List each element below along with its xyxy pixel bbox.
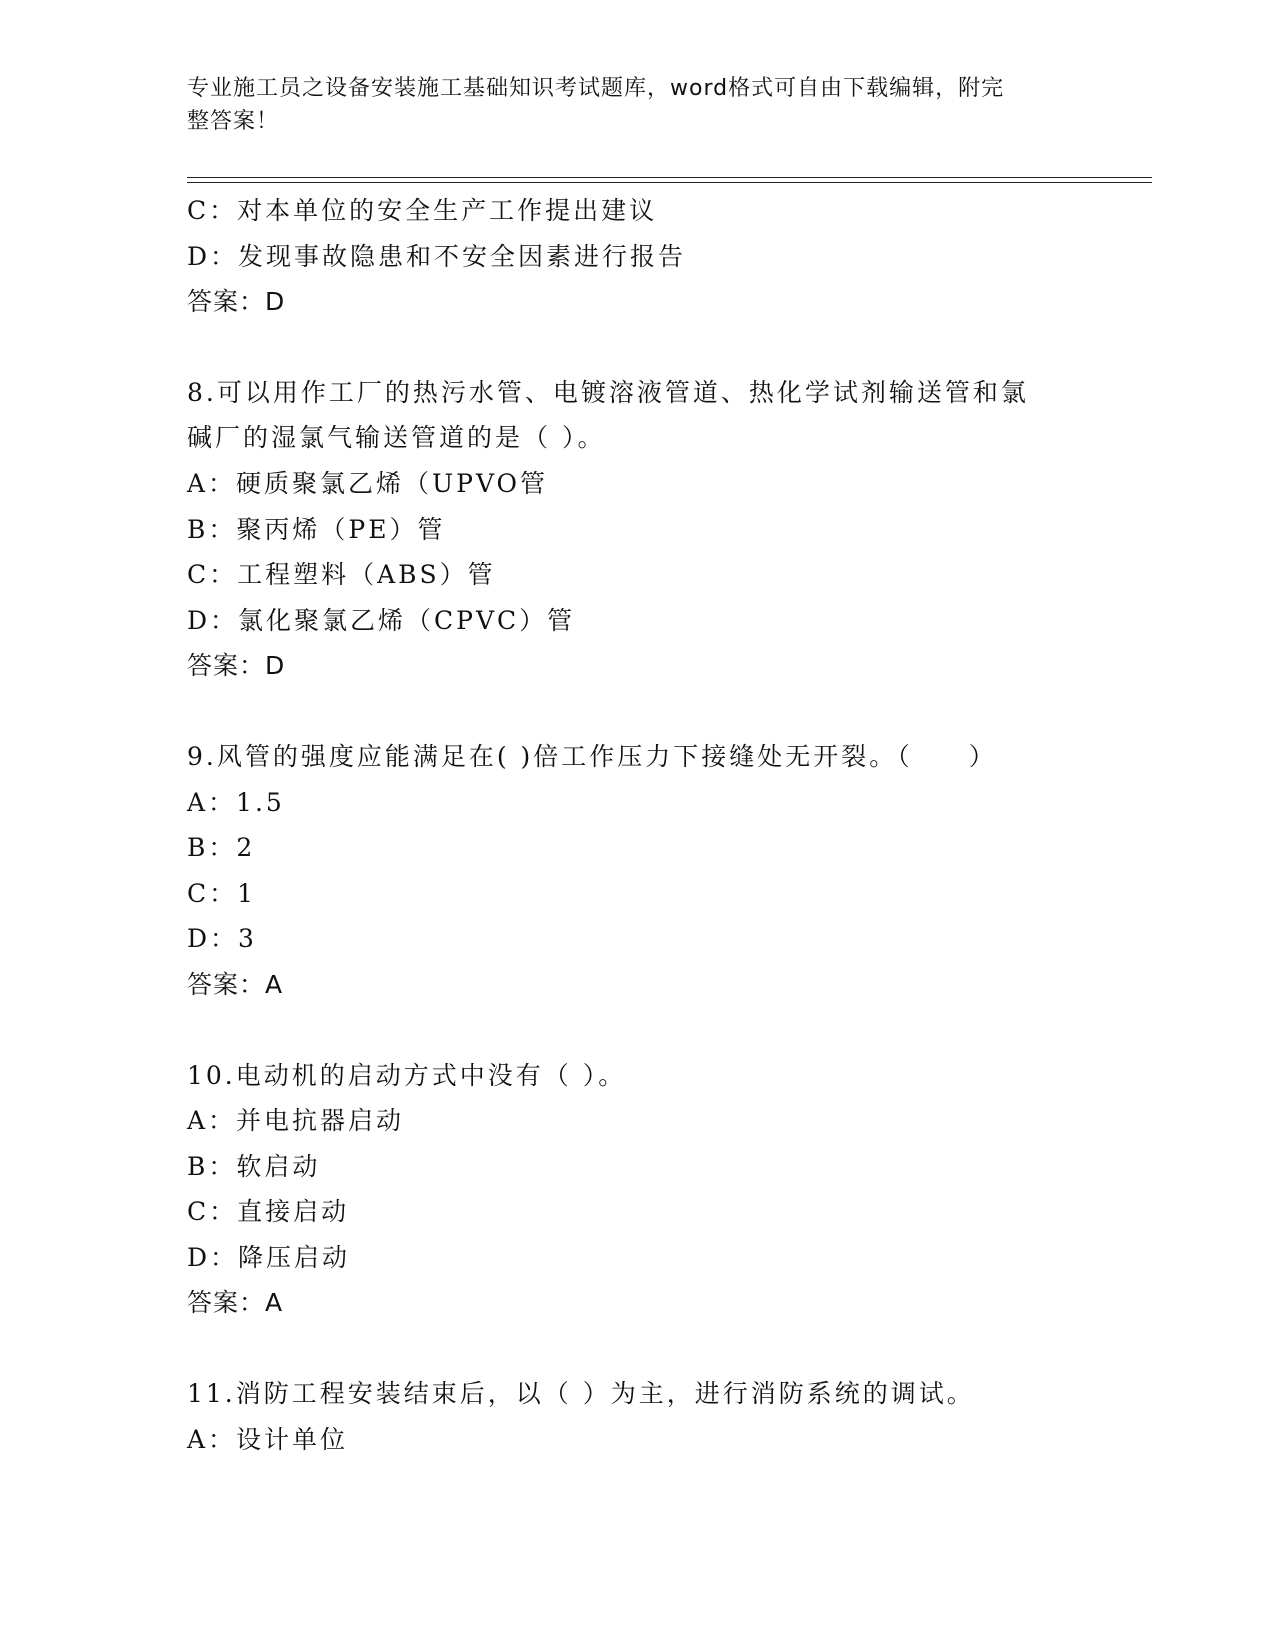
question-stem: 9.风管的强度应能满足在( )倍工作压力下接缝处无开裂。（ ） [187, 741, 997, 771]
option-c: C：工程塑料（ABS）管 [187, 560, 496, 590]
question-list [187, 188, 1087, 1462]
question-stem: 11.消防工程安装结束后，以（ ）为主，进行消防系统的调试。 [187, 1379, 975, 1409]
question-block-8 [187, 370, 1087, 689]
option-c: C：对本单位的安全生产工作提出建议 [187, 196, 658, 225]
option-a: A：硬质聚氯乙烯（UPVO管 [187, 468, 549, 498]
option-b: B：2 [187, 833, 256, 863]
question-stem: 10.电动机的启动方式中没有（ ）。 [187, 1060, 627, 1090]
question-block-10 [187, 1053, 1087, 1327]
header-line-2: 整答案！ [187, 109, 280, 134]
question-stem-line-1: 8.可以用作工厂的热污水管、电镀溶液管道、热化学试剂输送管和氯 [187, 377, 1029, 407]
spacer [187, 1326, 1087, 1371]
option-a: A：并电抗器启动 [187, 1106, 405, 1136]
header-line-1: 专业施工员之设备安装施工基础知识考试题库，word格式可自由下载编辑，附完 [187, 76, 1005, 101]
page-header [187, 72, 1067, 138]
spacer [187, 325, 1087, 370]
option-a: A：1.5 [187, 787, 285, 817]
option-d: D：发现事故隐患和不安全因素进行报告 [187, 241, 687, 271]
question-stem-line-2: 碱厂的湿氯气输送管道的是（ ）。 [187, 423, 606, 453]
option-c: C：1 [187, 878, 257, 908]
question-block-11 [187, 1371, 1087, 1462]
option-b: B：聚丙烯（PE）管 [187, 514, 446, 544]
answer-line: 答案：A [187, 1288, 284, 1318]
option-c: C：直接启动 [187, 1197, 350, 1227]
header-divider-top [187, 177, 1152, 178]
answer-line: 答案：D [187, 651, 286, 681]
option-d: D：降压启动 [187, 1242, 351, 1272]
answer-line: 答案：D [187, 287, 286, 317]
question-block-9 [187, 734, 1087, 1008]
question-block-previous [187, 188, 1087, 325]
spacer [187, 689, 1087, 734]
option-b: B：软启动 [187, 1151, 321, 1181]
answer-line: 答案：A [187, 969, 284, 999]
option-d: D：氯化聚氯乙烯（CPVC）管 [187, 605, 576, 635]
option-a: A：设计单位 [187, 1424, 349, 1454]
spacer [187, 1008, 1087, 1053]
option-d: D：3 [187, 924, 257, 954]
header-divider-bottom [187, 182, 1152, 183]
